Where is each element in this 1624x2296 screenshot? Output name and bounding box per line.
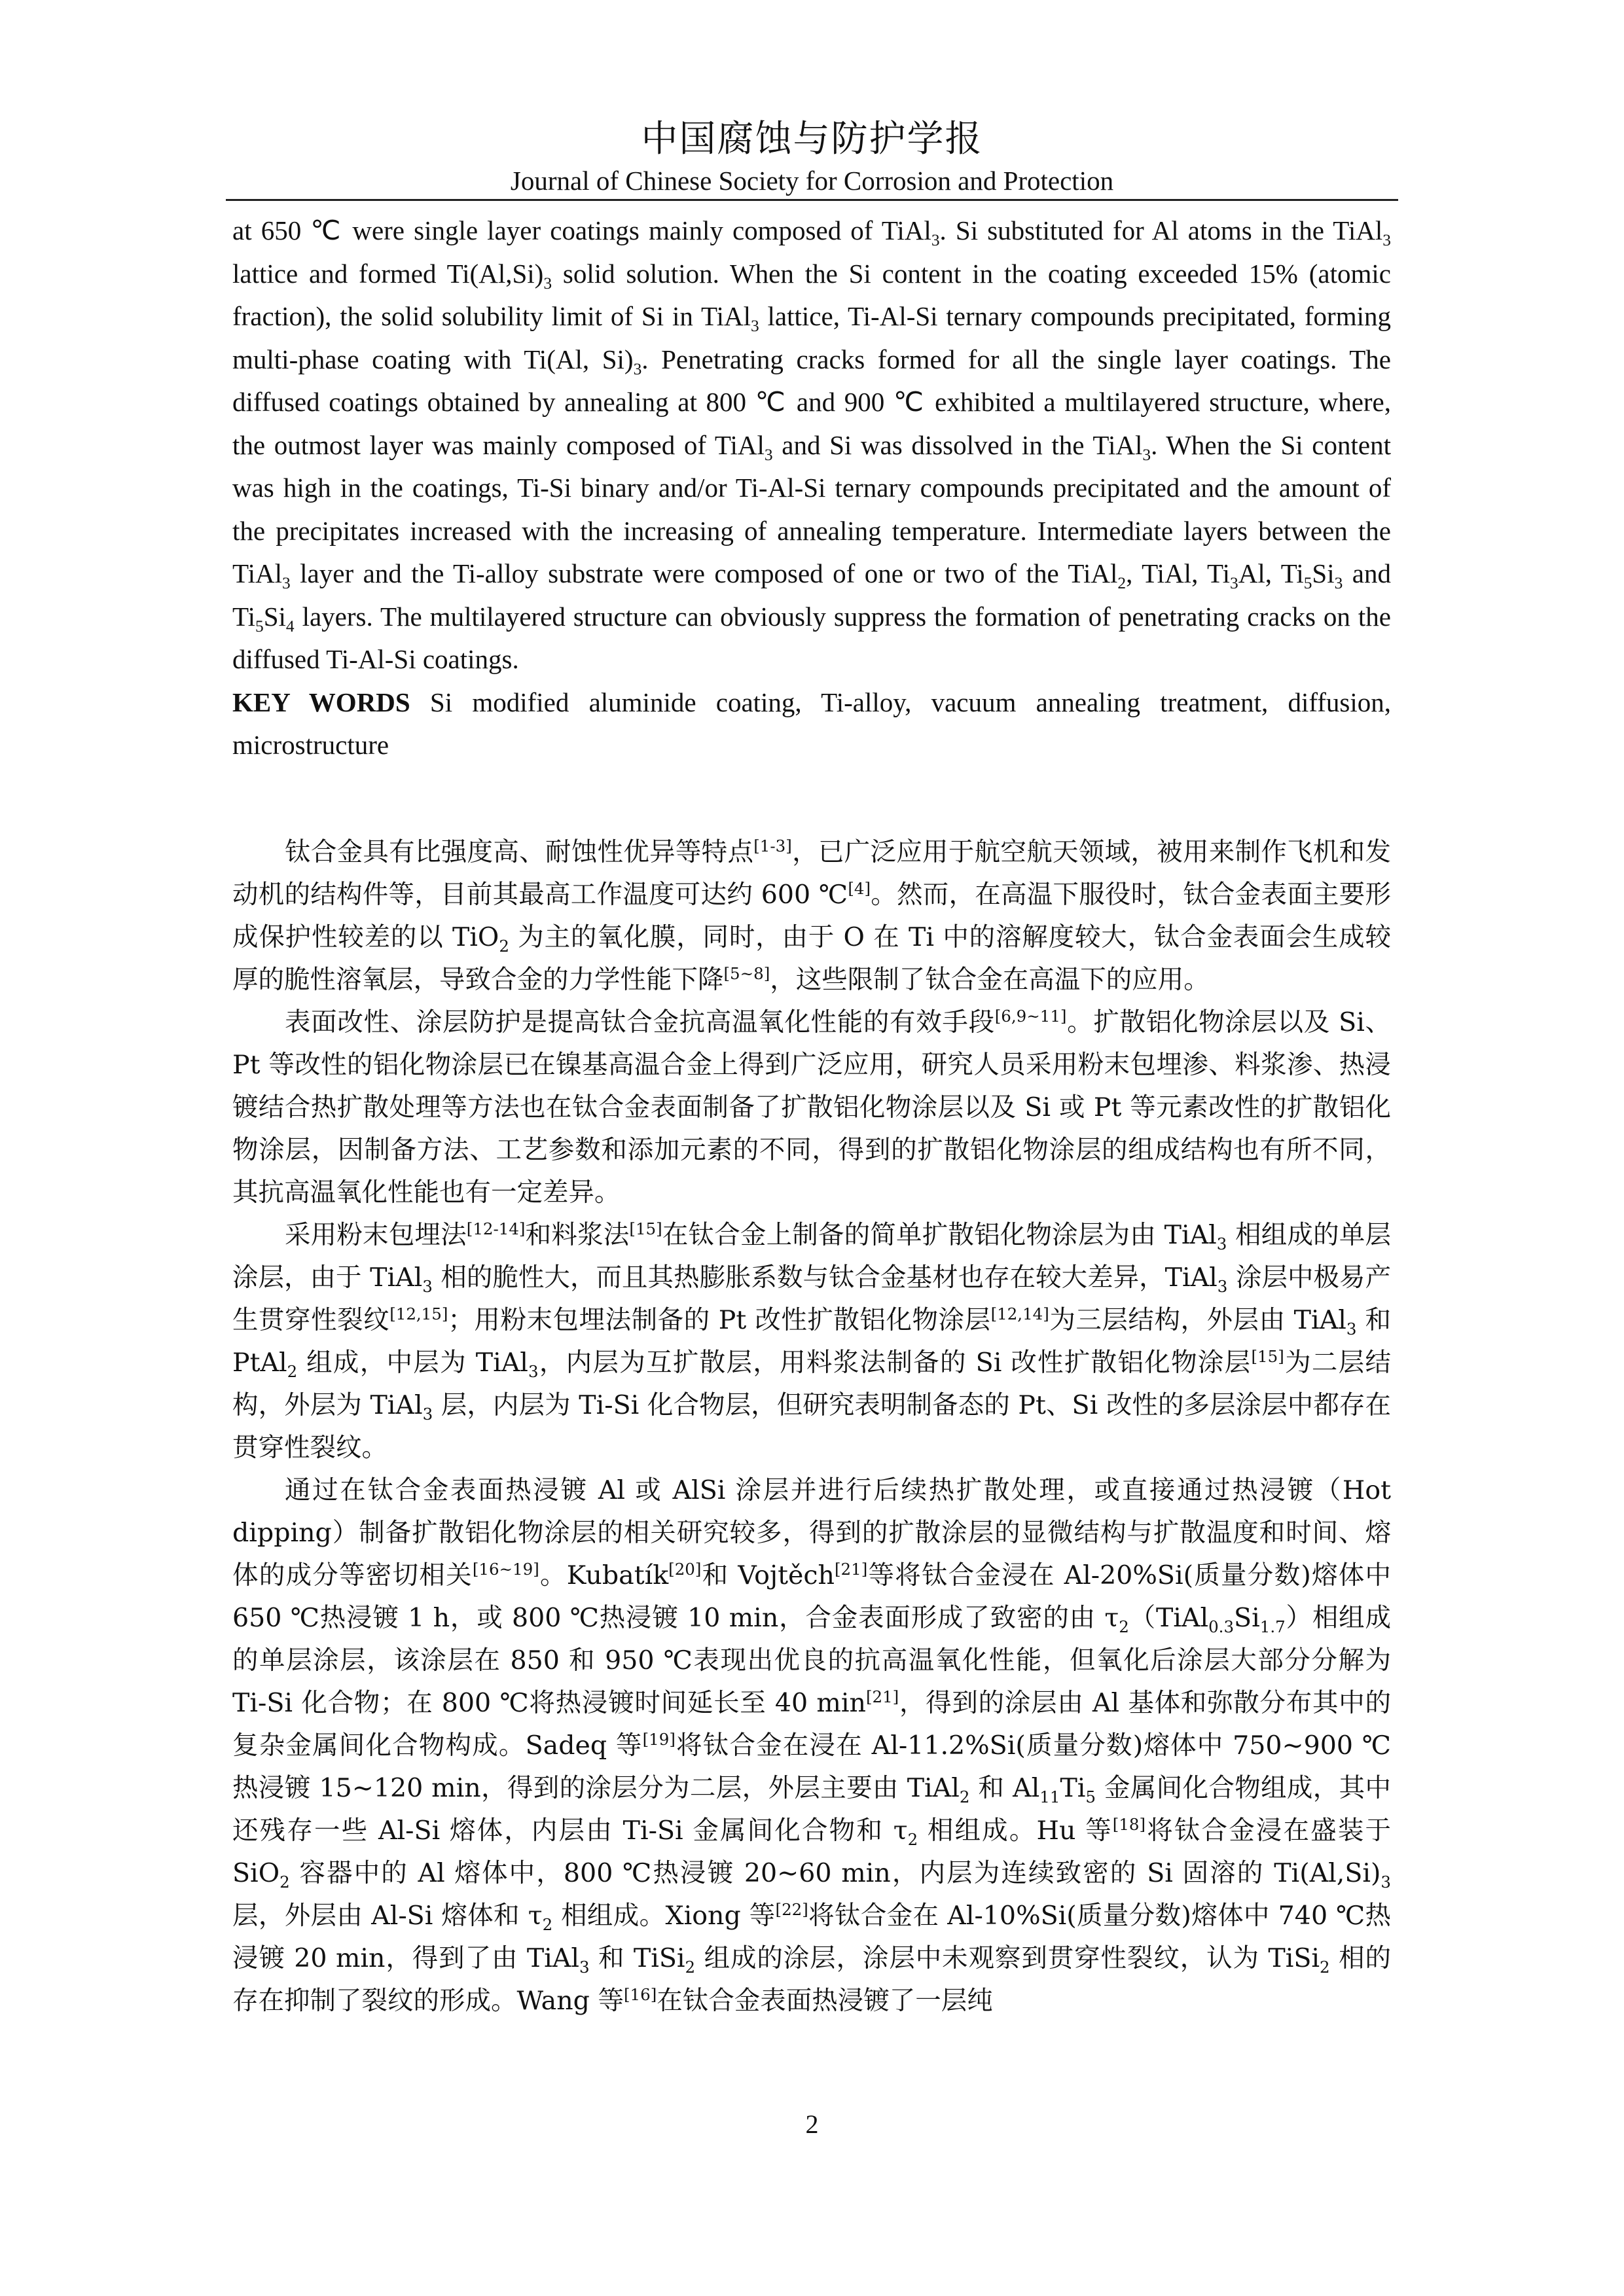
keywords-label: KEY WORDS (232, 687, 410, 717)
body-paragraph: 通过在钛合金表面热浸镀 Al 或 AlSi 涂层并进行后续热扩散处理，或直接通过热浸镀（Hot dipping）制备扩散铝化物涂层的相关研究较多，得到的扩散涂层的显微结构与扩散温度和时间、熔体的成分等密切相关[16~19]。Kubatík[20]和 Vojtěch[21]等将钛合金浸在 Al-20%Si(质量分数)熔体中 650 ℃热浸镀 1 h，或 800 ℃热浸镀 10 min，合金表面形成了致密的由 $\tau_2(TiAl_{0.3}Si_{1.7})$相组成的单层涂层，该涂层在 850 和 950 ℃表现出优良的抗高温氧化性能，但氧化后涂层大部分分解为 Ti-Si 化合物；在 800 ℃将热浸镀时间延长至 40 min[21]，得到的涂层由 Al 基体和弥散分布其中的复杂金属间化合物构成。Sadeq 等[19]将钛合金在浸在 Al-11.2%Si(质量分数)熔体中 750~900 ℃热浸镀 15~120 min，得到的涂层分为二层，外层主要由 TiAl$_2$ 和 $Al_{11}Ti_5$ 金属间化合物组成，其中还残存一些 Al-Si 熔体，内层由 Ti-Si 金属间化合物和 $\tau_2$ 相组成。Hu 等[18]将钛合金浸在盛装于 SiO$_2$ 容器中的 Al 熔体中，800 ℃热浸镀 20~60 min，内层为连续致密的 Si 固溶的 $Ti(Al,Si)_3$ 层，外层由 Al-Si 熔体和 $\tau_2$ 相组成。Xiong 等[22]将钛合金在 Al-10%Si(质量分数)熔体中 740 ℃热浸镀 20 min，得到了由 TiAl$_3$ 和 TiSi$_2$ 组成的涂层，涂层中未观察到贯穿性裂纹，认为 TiSi$_2$ 相的存在抑制了裂纹的形成。Wang 等[16]在钛合金表面热浸镀了一层纯 (232, 1475, 1392, 2016)
abstract-text: at 650 ℃ were single layer coatings mainly composed of TiAl$_3$. Si substituted for Al atoms in the TiAl$_3$ lattice and formed $Ti(Al,Si)_3$ solid solution. When the Si content in the coating exceeded 15% (atomic fraction), the solid solubility limit of Si in TiAl$_3$ lattice, Ti-Al-Si ternary compounds precipitated, forming multi-phase coating with Ti(Al, $Si)_3$. Penetrating cracks formed for all the single layer coatings. The diffused coatings obtained by annealing at 800 ℃ and 900 ℃ exhibited a multilayered structure, where, the outmost layer was mainly composed of TiAl$_3$ and Si was dissolved in the TiAl$_3$. When the Si content was high in the coatings, Ti-Si binary and/or Ti-Al-Si ternary compounds precipitated and the amount of the precipitates increased with the increasing of annealing temperature. Intermediate layers between the TiAl$_3$ layer and the Ti-alloy substrate were composed of one or two of the TiAl$_2$, TiAl, $Ti_3Al$, $Ti_5Si_3$ and $Ti_5Si_4$ layers. The multilayered structure can obviously suppress the formation of penetrating cracks on the diffused Ti-Al-Si coatings. (232, 215, 1391, 674)
abstract-section (232, 209, 1391, 767)
body-text (232, 831, 1391, 2022)
journal-header (226, 117, 1398, 198)
header-divider (226, 199, 1398, 201)
body-paragraph: 钛合金具有比强度高、耐蚀性优异等特点[1-3]，已广泛应用于航空航天领域，被用来制作飞机和发动机的结构件等，目前其最高工作温度可达约 600 ℃[4]。然而，在高温下服役时，钛合金表面主要形成保护性较差的以 TiO$_2$ 为主的氧化膜，同时，由于 O 在 Ti 中的溶解度较大，钛合金表面会生成较厚的脆性溶氧层，导致合金的力学性能下降[5~8]，这些限制了钛合金在高温下的应用。 (232, 836, 1392, 995)
keywords (232, 681, 1391, 767)
journal-title-english: Journal of Chinese Society for Corrosion and Protection (510, 166, 1114, 196)
body-paragraph: 采用粉末包埋法[12-14]和料浆法[15]在钛合金上制备的简单扩散铝化物涂层为由 TiAl$_3$ 相组成的单层涂层，由于 TiAl$_3$ 相的脆性大，而且其热膨胀系数与钛合金基材也存在较大差异，TiAl$_3$ 涂层中极易产生贯穿性裂纹[12,15]；用粉末包埋法制备的 Pt 改性扩散铝化物涂层[12,14]为三层结构，外层由 TiAl$_3$ 和 PtAl$_2$ 组成，中层为 TiAl$_3$，内层为互扩散层，用料浆法制备的 Si 改性扩散铝化物涂层[15]为二层结构，外层为 TiAl$_3$ 层，内层为 Ti-Si 化合物层，但研究表明制备态的 Pt、Si 改性的多层涂层中都存在贯穿性裂纹。 (232, 1219, 1392, 1463)
journal-title-chinese: 中国腐蚀与防护学报 (641, 118, 983, 160)
body-paragraph: 表面改性、涂层防护是提高钛合金抗高温氧化性能的有效手段[6,9~11]。扩散铝化物涂层以及 Si、Pt 等改性的铝化物涂层已在镍基高温合金上得到广泛应用，研究人员采用粉末包埋渗、料浆渗、热浸镀结合热扩散处理等方法也在钛合金表面制备了扩散铝化物涂层以及 Si 或 Pt 等元素改性的扩散铝化物涂层，因制备方法、工艺参数和添加元素的不同，得到的扩散铝化物涂层的组成结构也有所不同，其抗高温氧化性能也有一定差异。 (232, 1006, 1392, 1208)
keywords-text: Si modified aluminide coating, Ti-alloy, vacuum annealing treatment, diffusion, microstructure (232, 687, 1392, 760)
page-number: 2 (805, 2109, 819, 2139)
